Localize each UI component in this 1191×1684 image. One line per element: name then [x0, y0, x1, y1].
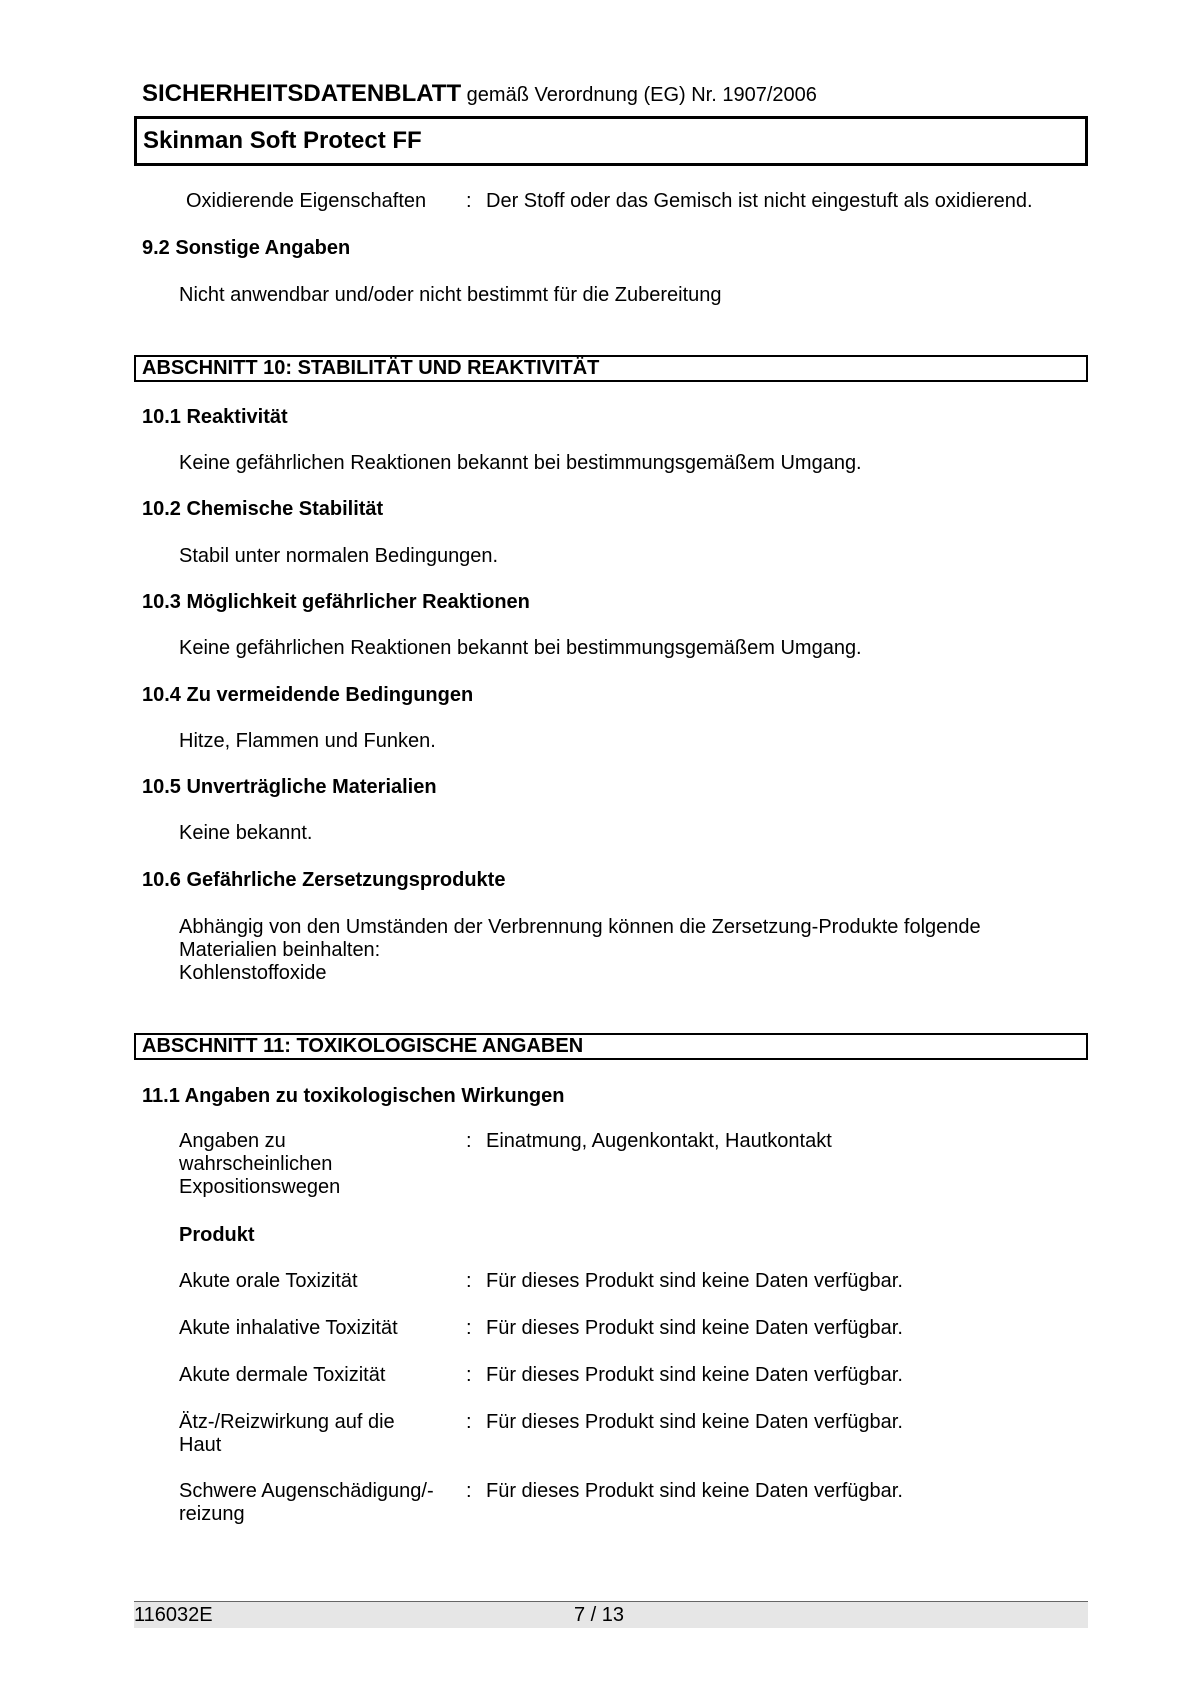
tox-value-eye-damage: Für dieses Produkt sind keine Daten verfügbar. — [486, 1480, 903, 1502]
product-subheading: Produkt — [179, 1224, 255, 1246]
text-line: Abhängig von den Umständen der Verbrennung können die Zersetzung-Produkte folgende — [179, 916, 981, 938]
product-name-box — [134, 116, 1088, 166]
tox-value-skin-corrosion: Für dieses Produkt sind keine Daten verfügbar. — [486, 1411, 903, 1433]
label-line: Haut — [179, 1434, 222, 1456]
separator: : — [466, 1364, 472, 1386]
subsection-heading-10-3: 10.3 Möglichkeit gefährlicher Reaktionen — [142, 591, 530, 613]
exposure-value: Einatmung, Augenkontakt, Hautkontakt — [486, 1130, 832, 1152]
separator: : — [466, 1411, 472, 1433]
section-11-title: ABSCHNITT 11: TOXIKOLOGISCHE ANGABEN — [142, 1035, 584, 1057]
tox-label-inhalative: Akute inhalative Toxizität — [179, 1317, 398, 1339]
subsection-text-10-4: Hitze, Flammen und Funken. — [179, 730, 436, 752]
document-header — [142, 80, 817, 109]
subsection-heading-10-5: 10.5 Unverträgliche Materialien — [142, 776, 437, 798]
product-name: Skinman Soft Protect FF — [143, 127, 422, 154]
regulation-reference: gemäß Verordnung (EG) Nr. 1907/2006 — [466, 84, 817, 106]
subsection-heading-9-2: 9.2 Sonstige Angaben — [142, 237, 351, 259]
subsection-heading-10-4: 10.4 Zu vermeidende Bedingungen — [142, 684, 474, 706]
subsection-text-10-6 — [179, 916, 981, 985]
label-line: Angaben zu — [179, 1130, 286, 1152]
separator: : — [466, 1130, 472, 1152]
subsection-text-10-3: Keine gefährlichen Reaktionen bekannt bei bestimmungsgemäßem Umgang. — [179, 637, 862, 659]
section-10-title: ABSCHNITT 10: STABILITÄT UND REAKTIVITÄT — [142, 357, 600, 379]
label-line: Schwere Augenschädigung/- — [179, 1480, 434, 1502]
subsection-heading-10-1: 10.1 Reaktivität — [142, 406, 288, 428]
tox-value-inhalative: Für dieses Produkt sind keine Daten verfügbar. — [486, 1317, 903, 1339]
subsection-text-10-2: Stabil unter normalen Bedingungen. — [179, 545, 499, 567]
label-line: reizung — [179, 1503, 245, 1525]
tox-label-dermal: Akute dermale Toxizität — [179, 1364, 386, 1386]
text-line: Kohlenstoffoxide — [179, 962, 327, 984]
section-10-title-box — [134, 355, 1088, 382]
tox-label-skin-corrosion — [179, 1411, 395, 1457]
label-line: Expositionswegen — [179, 1176, 341, 1198]
footer-divider — [134, 1601, 1088, 1602]
document-title: SICHERHEITSDATENBLATT — [142, 80, 462, 107]
exposure-label — [179, 1130, 340, 1199]
separator: : — [466, 1317, 472, 1339]
subsection-text-9-2: Nicht anwendbar und/oder nicht bestimmt für die Zubereitung — [179, 284, 722, 306]
subsection-heading-11-1: 11.1 Angaben zu toxikologischen Wirkungen — [142, 1085, 565, 1107]
text-line: Materialien beinhalten: — [179, 939, 381, 961]
tox-label-oral: Akute orale Toxizität — [179, 1270, 358, 1292]
tox-label-eye-damage — [179, 1480, 434, 1526]
section-11-title-box — [134, 1033, 1088, 1060]
footer-document-code: 116032E — [134, 1604, 213, 1626]
oxidizing-value: Der Stoff oder das Gemisch ist nicht eingestuft als oxidierend. — [486, 190, 1033, 212]
subsection-text-10-5: Keine bekannt. — [179, 822, 313, 844]
label-line: Ätz-/Reizwirkung auf die — [179, 1411, 395, 1433]
oxidizing-label: Oxidierende Eigenschaften — [186, 190, 427, 212]
tox-value-oral: Für dieses Produkt sind keine Daten verfügbar. — [486, 1270, 903, 1292]
footer-page-number: 7 / 13 — [574, 1604, 625, 1626]
subsection-heading-10-2: 10.2 Chemische Stabilität — [142, 498, 384, 520]
subsection-heading-10-6: 10.6 Gefährliche Zersetzungsprodukte — [142, 869, 506, 891]
separator: : — [466, 190, 472, 212]
label-line: wahrscheinlichen — [179, 1153, 333, 1175]
tox-value-dermal: Für dieses Produkt sind keine Daten verfügbar. — [486, 1364, 903, 1386]
separator: : — [466, 1480, 472, 1502]
subsection-text-10-1: Keine gefährlichen Reaktionen bekannt bei bestimmungsgemäßem Umgang. — [179, 452, 862, 474]
separator: : — [466, 1270, 472, 1292]
